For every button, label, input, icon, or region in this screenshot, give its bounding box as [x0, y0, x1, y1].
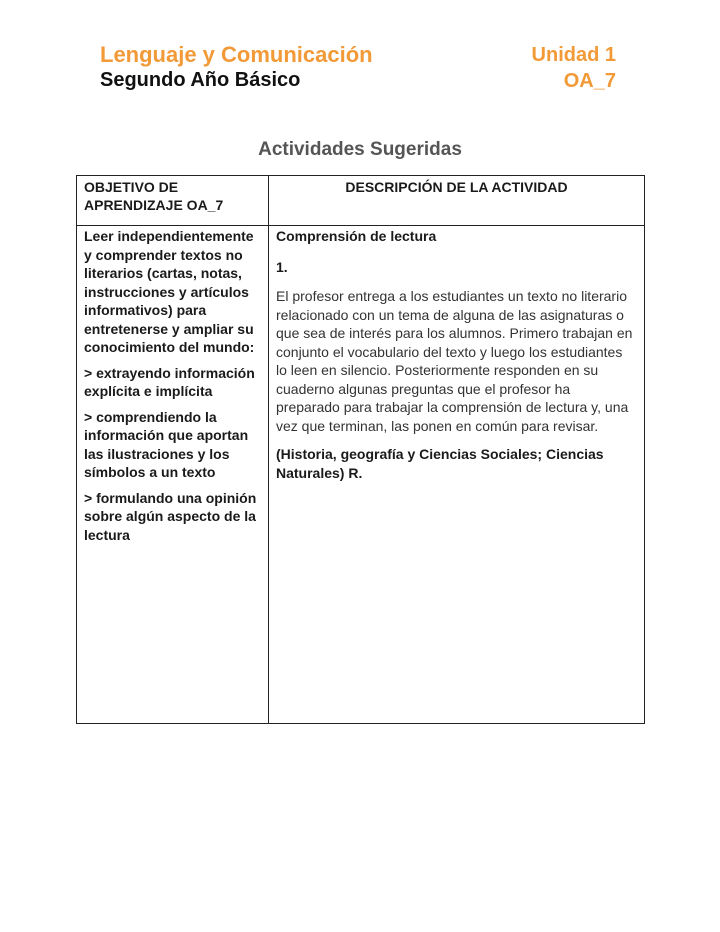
objective-code: OA_7: [563, 70, 616, 92]
activity-description: El profesor entrega a los estudiantes un texto no literario relacionado con un tema de alguna de las asignaturas o que sea de interés para los alumnos. Primero trabajan en conjunto el vocabulario del texto y luego los estudiantes lo leen en silencio. Posteriormente responden en su cuaderno algunas preguntas que el profesor ha preparado para trabajar la comprensión de lectura y, una vez que terminan, las ponen en común para revisar.: [276, 288, 633, 434]
section-title: Actividades Sugeridas: [258, 139, 462, 160]
objective-item-extract: > extrayendo información explícita e implícita: [84, 364, 255, 399]
objective-item-illustrations: > comprendiendo la información que aportan las ilustraciones y los símbolos a un texto: [84, 408, 249, 480]
header-description-label: DESCRIPCIÓN DE LA ACTIVIDAD: [345, 179, 568, 195]
header-objective-label: OBJETIVO DE APRENDIZAJE OA_7: [84, 179, 224, 213]
header-cell-description: [269, 176, 645, 226]
activity-title: Comprensión de lectura: [276, 228, 437, 244]
activity-number: 1.: [276, 258, 288, 275]
table-row: [77, 226, 645, 724]
objective-intro: Leer independientemente y comprender textos no literarios (cartas, notas, instrucciones y artículos informativos) para entretenerse y ampliar su conocimiento del mundo:: [84, 228, 255, 355]
grade-level: Segundo Año Básico: [100, 69, 301, 91]
objective-cell: [77, 226, 269, 724]
activity-subjects-note: (Historia, geografía y Ciencias Sociales; Ciencias Naturales) R.: [276, 446, 604, 481]
activities-table: [76, 175, 645, 724]
activity-cell: [269, 226, 645, 724]
subject-title: Lenguaje y Comunicación: [100, 42, 373, 67]
table-header-row: [77, 176, 645, 226]
page-header: [100, 42, 618, 96]
objective-item-opinion: > formulando una opinión sobre algún aspecto de la lectura: [84, 489, 257, 543]
header-cell-objective: [77, 176, 269, 226]
unit-label: Unidad 1: [531, 44, 616, 66]
